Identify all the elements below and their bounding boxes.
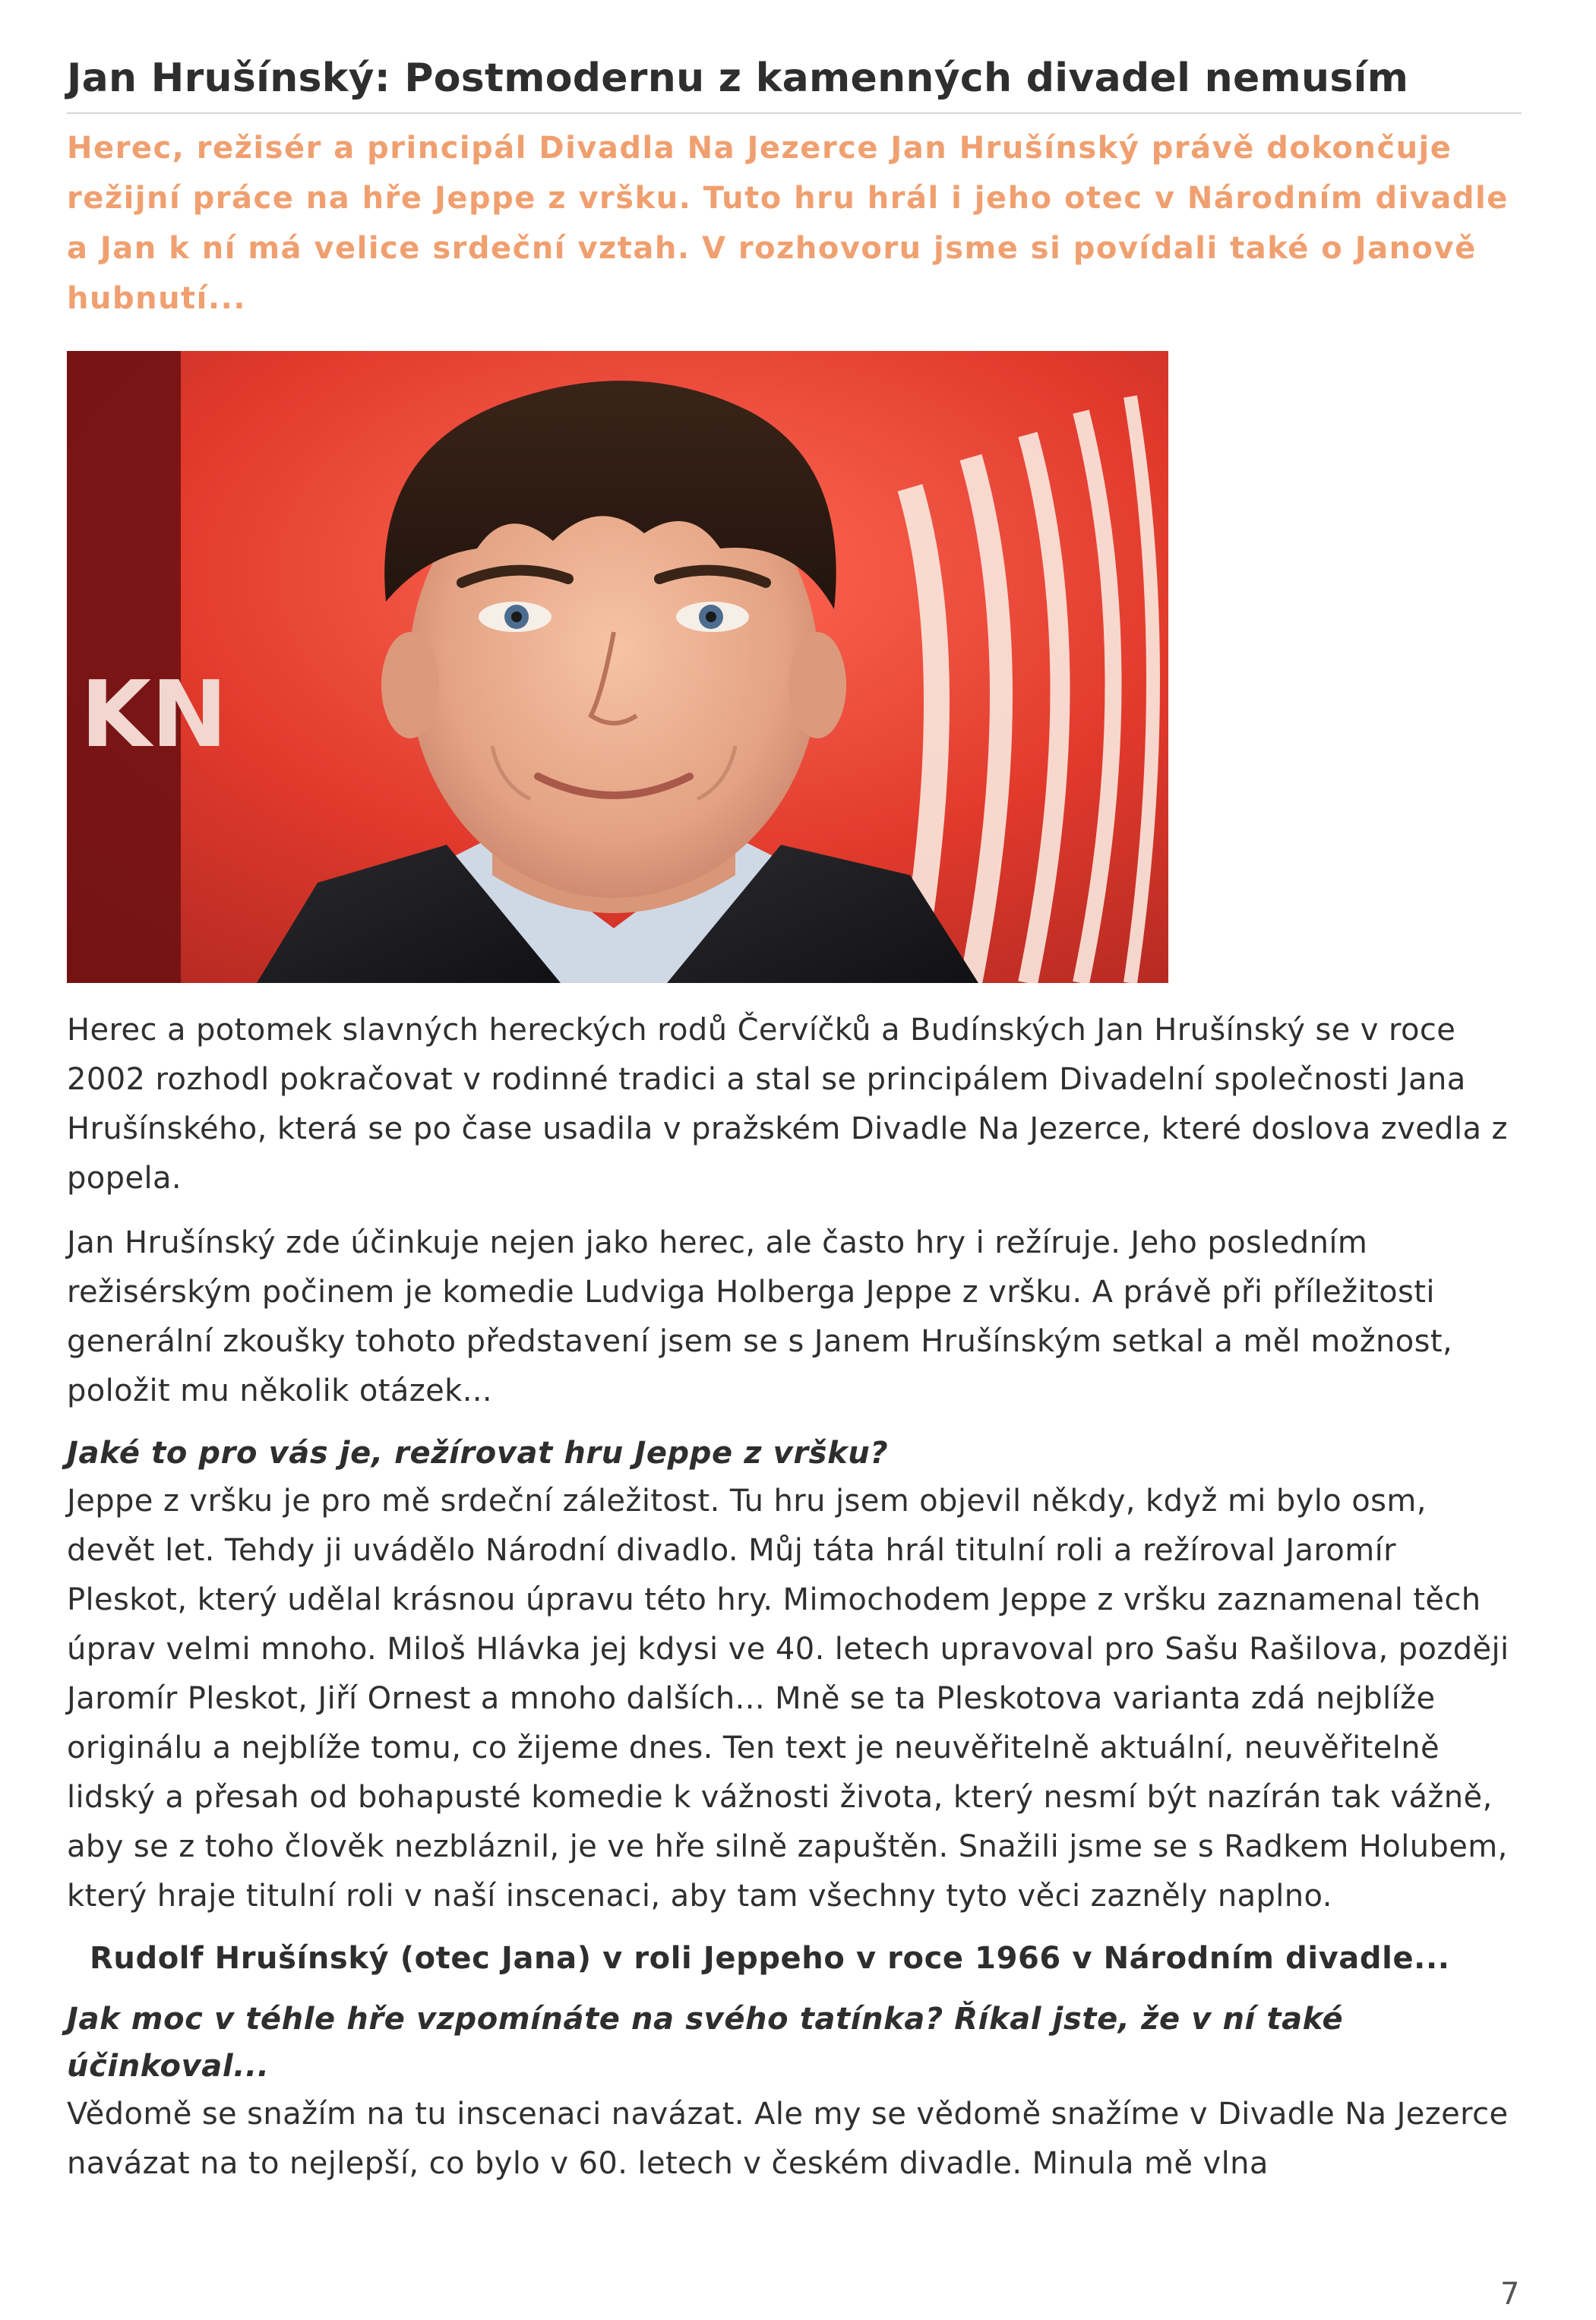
portrait-illustration — [67, 351, 1168, 983]
interview-question-1: Jaké to pro vás je, režírovat hru Jeppe z vršku? — [67, 1436, 889, 1471]
photo-background-letters: KN — [81, 662, 228, 768]
page-number: 7 — [1500, 2277, 1520, 2312]
portrait-photo — [67, 351, 1168, 983]
article-title: Jan Hrušínský: Postmodernu z kamenných divadel nemusím — [67, 55, 1409, 101]
title-divider — [67, 112, 1522, 114]
interview-answer-2: Vědomě se snažím na tu inscenaci navázat. Ale my se vědomě snažíme v Divadle Na Jezerce navázat na to nejlepší, co bylo v 60. letech v českém divadle. Minula mě vlna — [67, 2097, 1509, 2181]
intro-paragraph-1: Herec a potomek slavných hereckých rodů Červíčků a Budínských Jan Hrušínský se v roce 2002 rozhodl pokračovat v rodinné tradici a stal se principálem Divadelní společnosti Jana Hrušínského, která se po čase usadila v pražském Divadle Na Jezerce, které doslova zvedla z popela. — [67, 1013, 1508, 1196]
article-lead: Herec, režisér a principál Divadla Na Jezerce Jan Hrušínský právě dokončuje režijní práce na hře Jeppe z vršku. Tuto hru hrál i jeho otec v Národním divadle a Jan k ní má velice srdeční vztah. V rozhovoru jsme si povídali také o Janově hubnutí... — [67, 131, 1509, 316]
interview-answer-1: Jeppe z vršku je pro mě srdeční záležitost. Tu hru jsem objevil někdy, když mi bylo osm, devět let. Tehdy ji uvádělo Národní divadlo. Můj táta hrál titulní roli a režíroval Jaromír Pleskot, který udělal krásnou úpravu této hry. Mimochodem Jeppe z vršku zaznamenal těch úprav velmi mnoho. Miloš Hlávka jej kdysi ve 40. letech upravoval pro Sašu Rašilova, později Jaromír Pleskot, Jiří Ornest a mnoho dalších... Mně se ta Pleskotova varianta zdá nejblíže originálu a nejblíže tomu, co žijeme dnes. Ten text je neuvěřitelně aktuální, neuvěřitelně lidský a přesah od bohapusté komedie k vážnosti života, který nesmí být nazírán tak vážně, aby se z toho člověk nezbláznil, je ve hře silně zapuštěn. Snažili jsme se s Radkem Holubem, který hraje titulní roli v naší inscenaci, aby tam všechny tyto věci zazněly naplno. — [67, 1484, 1509, 1914]
article-page — [67, 53, 1522, 2189]
intro-paragraph-2: Jan Hrušínský zde účinkuje nejen jako herec, ale často hry i režíruje. Jeho posledním režisérským počinem je komedie Ludviga Holberga Jeppe z vršku. A právě při příležitosti generální zkoušky tohoto představení jsem se s Janem Hrušínským setkal a měl možnost, položit mu několik otázek... — [67, 1225, 1453, 1408]
interview-question-2: Jak moc v téhle hře vzpomínáte na svého tatínka? Říkal jste, že v ní také účinkoval... — [67, 2002, 1344, 2084]
photo-caption: Rudolf Hrušínský (otec Jana) v roli Jeppeho v roce 1966 v Národním divadle... — [90, 1941, 1450, 1976]
